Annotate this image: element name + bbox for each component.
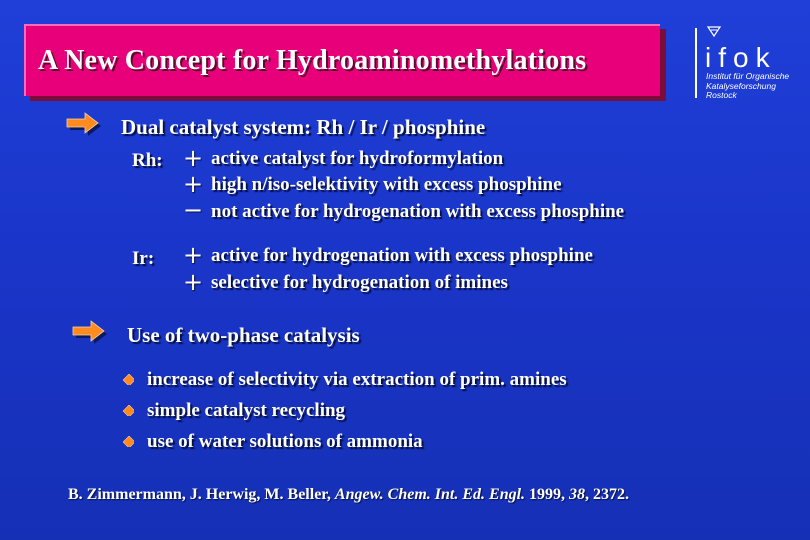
plus-sign: +	[183, 170, 204, 198]
logo-triangle-icon	[707, 26, 721, 38]
rh-item: active catalyst for hydroformylation	[211, 148, 504, 169]
reference-citation	[68, 486, 629, 504]
section-heading-two-phase: Use of two-phase catalysis	[127, 323, 360, 347]
ifok-logo	[695, 20, 805, 110]
ir-label: Ir:	[132, 248, 155, 269]
diamond-bullet-icon	[123, 374, 134, 385]
diamond-bullet-icon	[123, 405, 134, 416]
bullet-item: simple catalyst recycling	[147, 400, 346, 421]
arrow-right-icon	[72, 320, 110, 346]
rh-item: not active for hydrogenation with excess phosphine	[211, 201, 625, 222]
logo-divider	[695, 28, 697, 98]
section-heading-dual-catalyst: Dual catalyst system: Rh / Ir / phosphine	[121, 115, 486, 139]
logo-subtitle	[706, 72, 789, 101]
slide-title: A New Concept for Hydroaminomethylations	[38, 45, 587, 76]
logo-subtitle-line: Rostock	[706, 90, 737, 100]
reference-volume: 38	[569, 486, 586, 503]
bullet-item: increase of selectivity via extraction of prim. amines	[147, 369, 567, 390]
arrow-right-icon	[66, 112, 104, 138]
reference-pages: , 2372.	[585, 486, 630, 503]
minus-sign: −	[183, 196, 204, 224]
plus-sign: +	[183, 241, 204, 269]
title-box	[24, 24, 660, 96]
reference-year: 1999,	[525, 486, 570, 503]
rh-item: high n/iso-selektivity with excess phosphine	[211, 174, 562, 195]
plus-sign: +	[183, 268, 204, 296]
diamond-bullet-icon	[123, 436, 134, 447]
ir-item: selective for hydrogenation of imines	[211, 272, 508, 293]
plus-sign: +	[183, 144, 204, 172]
bullet-item: use of water solutions of ammonia	[147, 431, 423, 452]
logo-subtitle-line: Katalyseforschung	[706, 80, 776, 91]
rh-label: Rh:	[132, 150, 163, 171]
logo-subtitle-line: Institut für Organische	[706, 71, 790, 81]
logo-word: ifok	[705, 42, 777, 73]
ir-item: active for hydrogenation with excess phosphine	[211, 245, 593, 266]
reference-journal: Angew. Chem. Int. Ed. Engl.	[334, 486, 526, 503]
reference-authors: B. Zimmermann, J. Herwig, M. Beller,	[68, 486, 335, 503]
